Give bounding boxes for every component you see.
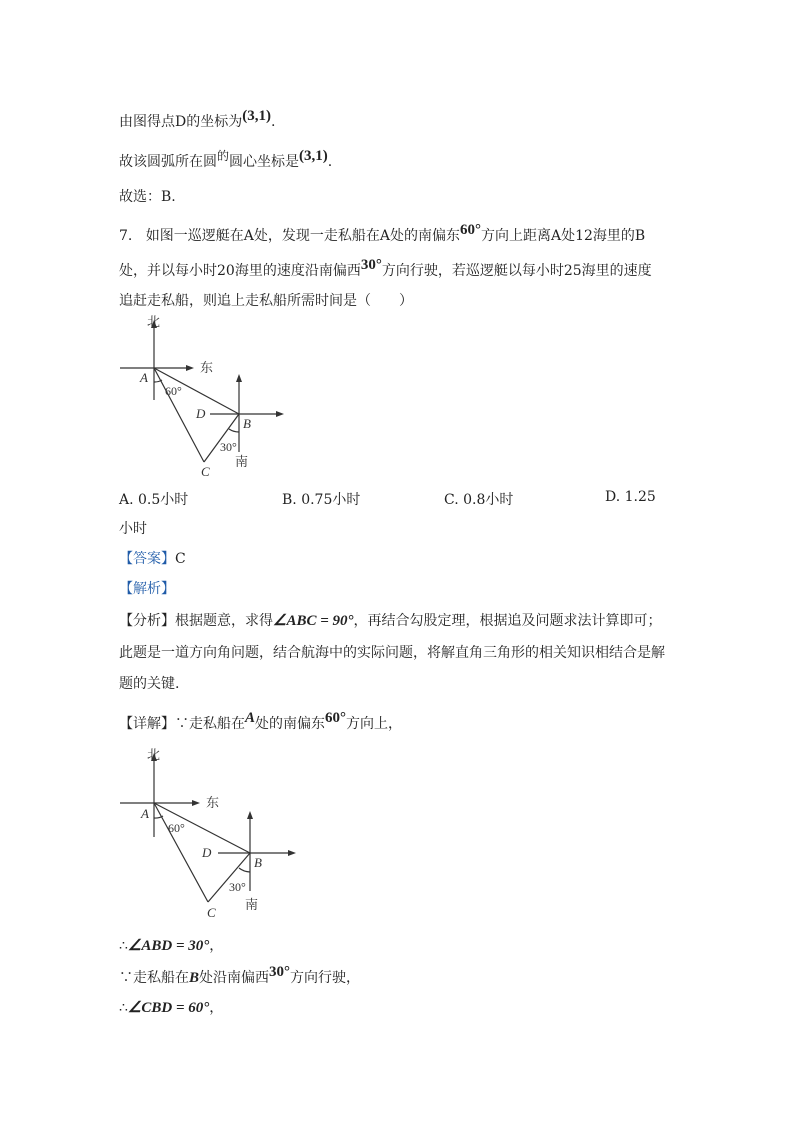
question-text: 追赶走私船，则追上走私船所需时间是（ ） — [119, 293, 413, 309]
label-c: C — [207, 905, 216, 920]
arrow-head — [236, 374, 242, 382]
answer-line — [119, 549, 186, 569]
option-c — [444, 489, 513, 509]
point-b-math: B — [189, 970, 200, 986]
arrow-head — [288, 850, 296, 856]
superscript-char: 的 — [217, 149, 230, 163]
label-east: 东 — [200, 360, 214, 375]
detail-text: ∵走私船在 — [119, 970, 189, 986]
option-d — [605, 489, 656, 505]
intro-text: 故该圆弧所在圆 — [119, 154, 217, 170]
analysis-text: 题的关键. — [119, 676, 180, 692]
option-b — [282, 489, 360, 509]
question-text: 方向上距离A处12海里的B — [480, 228, 646, 244]
detail-text: 处沿南偏西 — [199, 970, 270, 986]
analysis-line-2 — [119, 643, 665, 663]
label-north: 北 — [147, 314, 161, 329]
analysis-label: 【解析】 — [119, 581, 175, 597]
period: . — [327, 154, 333, 170]
intro-text: 圆心坐标是 — [229, 154, 300, 170]
analysis-line-3 — [119, 674, 179, 694]
analysis-line-1 — [119, 611, 662, 631]
option-d-continued — [119, 519, 147, 539]
analysis-heading — [119, 579, 175, 599]
label-b: B — [243, 416, 251, 431]
coordinate-math: (3,1) — [242, 108, 271, 124]
label-angle-30: 30° — [229, 880, 246, 894]
analysis-text: 根据题意，求得 — [175, 613, 273, 629]
comma: ， — [209, 938, 224, 954]
option-d-text: 小时 — [119, 521, 147, 537]
option-b-text: B. 0.75小时 — [282, 492, 361, 508]
detail-text: 方向行驶， — [290, 970, 361, 986]
question-text: 方向行驶，若巡逻艇以每小时25海里的速度 — [381, 263, 652, 279]
answer-value: C — [175, 551, 186, 567]
angle-arc-30 — [239, 868, 250, 872]
arrow-head — [276, 411, 284, 417]
intro-line-2 — [119, 148, 333, 172]
label-a: A — [141, 806, 149, 821]
detail-text: 方向上， — [346, 716, 403, 732]
period: . — [270, 114, 276, 130]
question-text: 处，并以每小时20海里的速度沿南偏西 — [119, 263, 361, 279]
label-angle-30: 30° — [220, 440, 237, 454]
angle-cbd-math: ∠CBD = 60° — [127, 1000, 210, 1016]
detail-text: ∵走私船在 — [175, 716, 245, 732]
intro-line-3 — [119, 187, 176, 207]
direction-figure-2 — [110, 743, 305, 923]
label-east: 东 — [206, 795, 220, 810]
option-c-text: C. 0.8小时 — [444, 492, 514, 508]
detail-label: 【详解】 — [119, 716, 175, 732]
answer-label: 【答案】 — [119, 551, 175, 567]
point-a-math: A — [245, 710, 256, 726]
label-north: 北 — [147, 747, 161, 762]
therefore-symbol: ∴ — [119, 1000, 128, 1016]
angle-math: 30° — [360, 257, 382, 273]
detail-line-1 — [119, 710, 403, 734]
question-line-1 — [119, 222, 646, 246]
label-b: B — [254, 855, 262, 870]
angle-abd-math: ∠ABD = 30° — [127, 938, 210, 954]
label-a: A — [140, 370, 148, 385]
label-angle-60: 60° — [165, 384, 182, 398]
question-number: 7. — [119, 228, 133, 244]
segment-bc — [204, 414, 239, 462]
step-line-3 — [119, 998, 223, 1018]
angle-abc-math: ∠ABC = 90° — [273, 613, 354, 629]
angle-math: 60° — [459, 222, 481, 238]
arrow-head — [192, 800, 200, 806]
label-south: 南 — [245, 897, 259, 912]
intro-text: 由图得点D的坐标为 — [119, 114, 243, 130]
detail-text: 处的南偏东 — [255, 716, 326, 732]
option-a-text: A. 0.5小时 — [119, 492, 189, 508]
option-a — [119, 489, 188, 509]
therefore-symbol: ∴ — [119, 938, 128, 954]
direction-figure-1 — [110, 312, 300, 482]
coordinate-math: (3,1) — [299, 148, 328, 164]
arrow-head — [186, 365, 194, 371]
question-line-2 — [119, 257, 652, 281]
arrow-head — [247, 811, 253, 819]
label-d: D — [202, 845, 212, 860]
label-d: D — [196, 406, 206, 421]
fenxi-label: 【分析】 — [119, 613, 175, 629]
intro-line-1 — [119, 108, 276, 132]
comma: ， — [209, 1000, 224, 1016]
question-text: 如图一巡逻艇在A处，发现一走私船在A处的南偏东 — [145, 228, 460, 244]
label-angle-60: 60° — [168, 821, 185, 835]
segment-ac — [154, 803, 208, 902]
option-d-text: D. 1.25 — [605, 489, 656, 505]
segment-bc — [208, 853, 250, 902]
angle-math: 30° — [269, 964, 291, 980]
analysis-text: 此题是一道方向角问题，结合航海中的实际问题，将解直角三角形的相关知识相结合是解 — [119, 645, 665, 661]
angle-arc-30 — [229, 429, 239, 432]
angle-math: 60° — [325, 710, 347, 726]
question-line-3 — [119, 291, 413, 311]
analysis-text: ，再结合勾股定理，根据追及问题求法计算即可； — [353, 613, 662, 629]
label-c: C — [201, 464, 210, 479]
choose-b-text: 故选：B. — [119, 189, 176, 205]
label-south: 南 — [235, 454, 249, 469]
step-line-2 — [119, 964, 361, 988]
step-line-1 — [119, 936, 223, 956]
